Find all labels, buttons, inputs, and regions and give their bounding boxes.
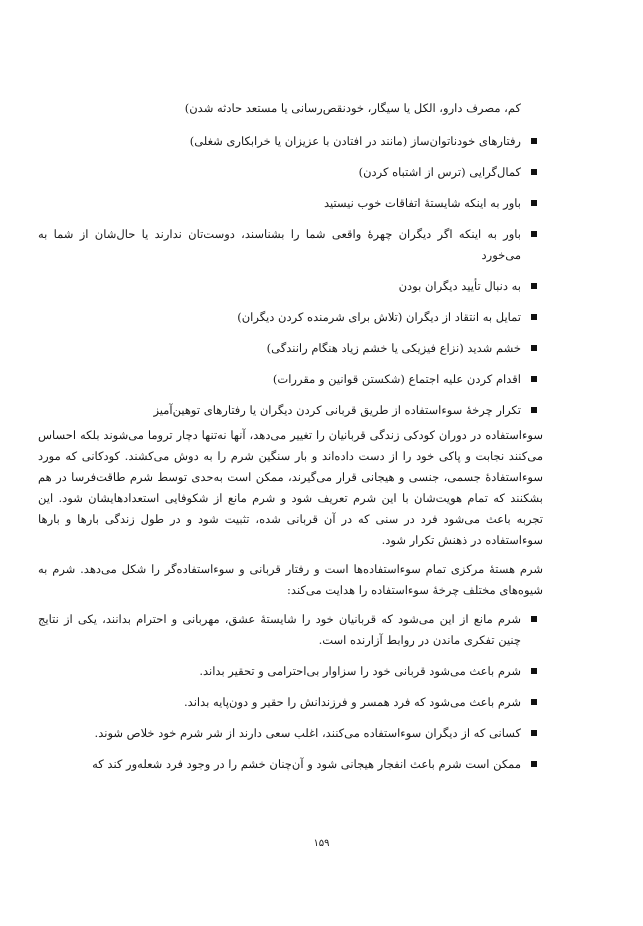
page-content [38, 98, 543, 775]
list-item [38, 723, 543, 744]
list-item-text: ممکن است شرم باعث انفجار هیجانی شود و آن‌چنان خشم را در وجود فرد شعله‌ور کند که [92, 757, 521, 771]
list-item [38, 400, 543, 421]
list-item-text: رفتارهای خودناتوان‌ساز (مانند در افتادن با عزیزان یا خرابکاری شغلی) [189, 134, 521, 148]
list-item-text: شرم باعث می‌شود که فرد همسر و فرزندانش را حقیر و دون‌پایه بداند. [184, 695, 521, 709]
list-item [38, 369, 543, 390]
list-item-text: باور به اینکه شایستهٔ اتفاقات خوب نیستید [323, 196, 521, 210]
list-item-text: باور به اینکه اگر دیگران چهرهٔ واقعی شما را بشناسند، دوست‌تان ندارند یا حال‌شان از شما به‌ می‌خورد [38, 227, 521, 262]
square-bullet-icon [531, 616, 537, 622]
square-bullet-icon [531, 730, 537, 736]
square-bullet-icon [531, 138, 537, 144]
list-item-text: به دنبال تأیید دیگران بودن [398, 279, 521, 293]
list-item [38, 661, 543, 682]
list-item-text: شرم مانع از این می‌شود که قربانیان خود را شایستهٔ عشق، مهربانی و احترام بدانند، یکی از نتایج چنین تفکری ماندن در روابط آزارنده است. [38, 612, 521, 647]
list-item [38, 692, 543, 713]
list-item [38, 307, 543, 328]
list-item [38, 276, 543, 297]
list-item-text: شرم باعث می‌شود قربانی خود را سزاوار بی‌احترامی و تحقیر بداند. [199, 664, 521, 678]
square-bullet-icon [531, 283, 537, 289]
square-bullet-icon [531, 345, 537, 351]
square-bullet-icon [531, 407, 537, 413]
list-item-text: تکرار چرخهٔ سوءاستفاده از طریق قربانی کردن دیگران یا رفتارهای توهین‌آمیز [153, 403, 521, 417]
list-item [38, 338, 543, 359]
page-number: ۱۵۹ [313, 838, 330, 849]
list-item-text: کسانی که از دیگران سوءاستفاده می‌کنند، اغلب سعی دارند از شر شرم خود خلاص شوند. [94, 726, 521, 740]
square-bullet-icon [531, 668, 537, 674]
list-item [38, 131, 543, 152]
list-item [38, 193, 543, 214]
list-item-text: تمایل به انتقاد از دیگران (تلاش برای شرمنده کردن دیگران) [237, 310, 521, 324]
square-bullet-icon [531, 376, 537, 382]
body-paragraph [38, 425, 543, 551]
square-bullet-icon [531, 699, 537, 705]
list-item [38, 609, 543, 651]
list-item [38, 754, 543, 775]
list-item-text: خشم شدید (نزاع فیزیکی یا خشم زیاد هنگام رانندگی) [266, 341, 521, 355]
list-item [38, 224, 543, 266]
paragraph-text: سوءاستفاده در دوران کودکی زندگی قربانیان را تغییر می‌دهد، آنها نه‌تنها دچار تروما می‌شوند بلکه احساس می‌کنند نجابت و پاکی خود را از دست داده‌اند و بار سنگین شرم را به دوش می‌کشند. کودکانی که مورد سوءاستفادهٔ جسمی، جنسی و هیجانی قرار می‌گیرند، ممکن است به‌حدی توسط شرم طاقت‌فرسا در هم بشکنند که تمام هویت‌شان با این شرم تعریف شود و شرم مانع از شکوفایی استعدادهایشان شود. این تجربه باعث می‌شود فرد در سنی که در آن قربانی شده، تثبیت شود و در طول زندگی بارها و بارها سوءاستفاده در ذهنش تکرار شود. [38, 428, 543, 547]
square-bullet-icon [531, 200, 537, 206]
paragraph-text: شرم هستهٔ مرکزی تمام سوءاستفاده‌ها است و رفتار قربانی و سوءاستفاده‌گر را شکل می‌دهد. شرم به شیوه‌های مختلف چرخهٔ سوءاستفاده را هدایت می‌کند: [38, 562, 543, 597]
square-bullet-icon [531, 761, 537, 767]
square-bullet-icon [531, 314, 537, 320]
list-item [38, 162, 543, 183]
square-bullet-icon [531, 231, 537, 237]
body-paragraph [38, 559, 543, 601]
list-item-text: کمال‌گرایی (ترس از اشتباه کردن) [358, 165, 521, 179]
list-item-text: اقدام کردن علیه اجتماع (شکستن قوانین و مقررات) [272, 372, 521, 386]
square-bullet-icon [531, 169, 537, 175]
continued-bullet-text: کم، مصرف دارو، الکل یا سیگار، خودنقص‌رسانی یا مستعد حادثه شدن) [184, 101, 521, 115]
